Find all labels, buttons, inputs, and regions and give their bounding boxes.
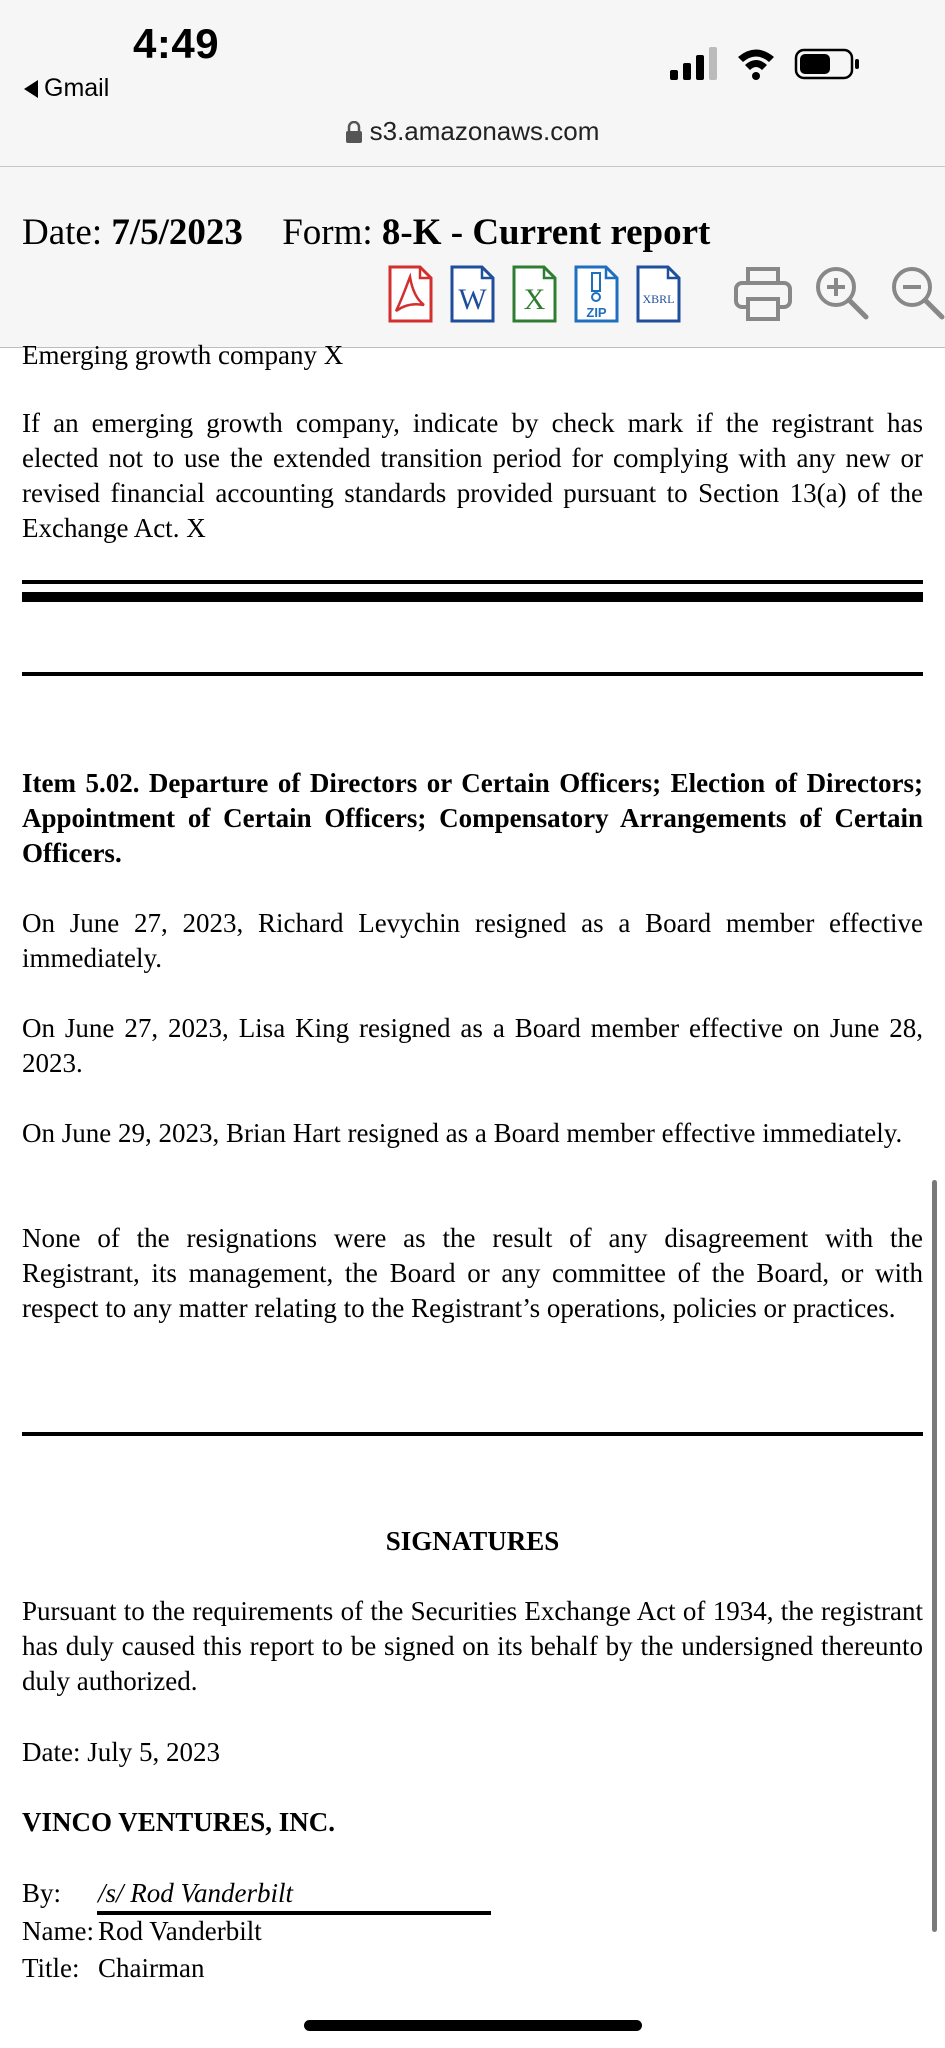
clock: 4:49 bbox=[133, 20, 220, 67]
address-bar[interactable] bbox=[0, 116, 945, 147]
back-arrow-icon bbox=[24, 80, 38, 98]
divider bbox=[22, 1432, 923, 1436]
home-indicator[interactable] bbox=[304, 2020, 642, 2031]
zoom-in-icon[interactable] bbox=[812, 263, 874, 325]
by-label: By: bbox=[22, 1878, 62, 1908]
divider bbox=[22, 672, 923, 676]
emerging-growth-paragraph: If an emerging growth company, indicate by check mark if the registrant has elected not to use the extended transition period for complying with any new or revised financial accounting standards provided pursuant to Section 13(a) of the Exchange Act. X bbox=[22, 408, 923, 543]
lock-icon bbox=[346, 121, 362, 143]
item-heading: Item 5.02. Departure of Directors or Certain Officers; Election of Directors; Appointment of Certain Officers; Compensatory Arrangements of Certain Officers. bbox=[22, 768, 923, 868]
paragraph-no-disagreement: None of the resignations were as the result of any disagreement with the Registrant, its management, the Board or any committee of the Board, or with respect to any matter relating to the Registrant’s operations, policies or practices. bbox=[22, 1223, 923, 1323]
zip-icon[interactable] bbox=[574, 265, 619, 323]
back-app-label: Gmail bbox=[44, 74, 110, 102]
url-text: s3.amazonaws.com bbox=[369, 116, 600, 146]
paragraph-lisa-king: On June 27, 2023, Lisa King resigned as a Board member effective on June 28, 2023. bbox=[22, 1013, 923, 1078]
print-icon[interactable] bbox=[732, 263, 794, 325]
battery-icon bbox=[796, 50, 859, 78]
back-to-app-button[interactable] bbox=[24, 74, 109, 103]
system-status-icons bbox=[668, 44, 868, 84]
viewer-header bbox=[0, 167, 945, 348]
xbrl-icon[interactable] bbox=[636, 265, 681, 323]
name-label: Name: bbox=[22, 1916, 94, 1946]
excel-icon-label: X bbox=[523, 283, 546, 316]
signer-name: Rod Vanderbilt bbox=[98, 1916, 262, 1946]
word-icon-label: W bbox=[458, 283, 487, 316]
scrollbar[interactable] bbox=[932, 1180, 937, 1932]
divider bbox=[22, 580, 923, 584]
zip-icon-label: ZIP bbox=[586, 305, 607, 320]
signatures-paragraph: Pursuant to the requirements of the Securities Exchange Act of 1934, the registrant has duly caused this report to be signed on its behalf by the undersigned thereunto duly authorized. bbox=[22, 1596, 923, 1696]
wifi-icon bbox=[738, 50, 774, 81]
pdf-icon[interactable] bbox=[388, 265, 433, 323]
signature-by: /s/ Rod Vanderbilt bbox=[98, 1878, 293, 1908]
paragraph-brian-hart: On June 29, 2023, Brian Hart resigned as a Board member effective immediately. bbox=[22, 1118, 903, 1148]
excel-icon[interactable] bbox=[512, 265, 557, 323]
divider bbox=[22, 592, 923, 602]
date-label: Date: bbox=[22, 212, 103, 253]
zoom-out-icon[interactable] bbox=[888, 263, 945, 325]
form-value: 8-K - Current report bbox=[381, 212, 711, 253]
signer-title: Chairman bbox=[98, 1953, 205, 1983]
word-icon[interactable] bbox=[450, 265, 495, 323]
document-meta bbox=[22, 211, 710, 254]
date-value: 7/5/2023 bbox=[111, 212, 243, 253]
xbrl-icon-label: XBRL bbox=[642, 292, 675, 306]
form-label: Form: bbox=[282, 212, 373, 253]
cellular-signal-icon bbox=[670, 47, 717, 80]
title-label: Title: bbox=[22, 1953, 80, 1983]
emerging-growth-line: Emerging growth company X bbox=[22, 340, 344, 370]
company-name: VINCO VENTURES, INC. bbox=[22, 1807, 336, 1837]
paragraph-richard-levychin: On June 27, 2023, Richard Levychin resigned as a Board member effective immediately. bbox=[22, 908, 923, 973]
signature-date: Date: July 5, 2023 bbox=[22, 1737, 220, 1767]
status-bar bbox=[0, 0, 945, 166]
signatures-title: SIGNATURES bbox=[385, 1526, 560, 1556]
